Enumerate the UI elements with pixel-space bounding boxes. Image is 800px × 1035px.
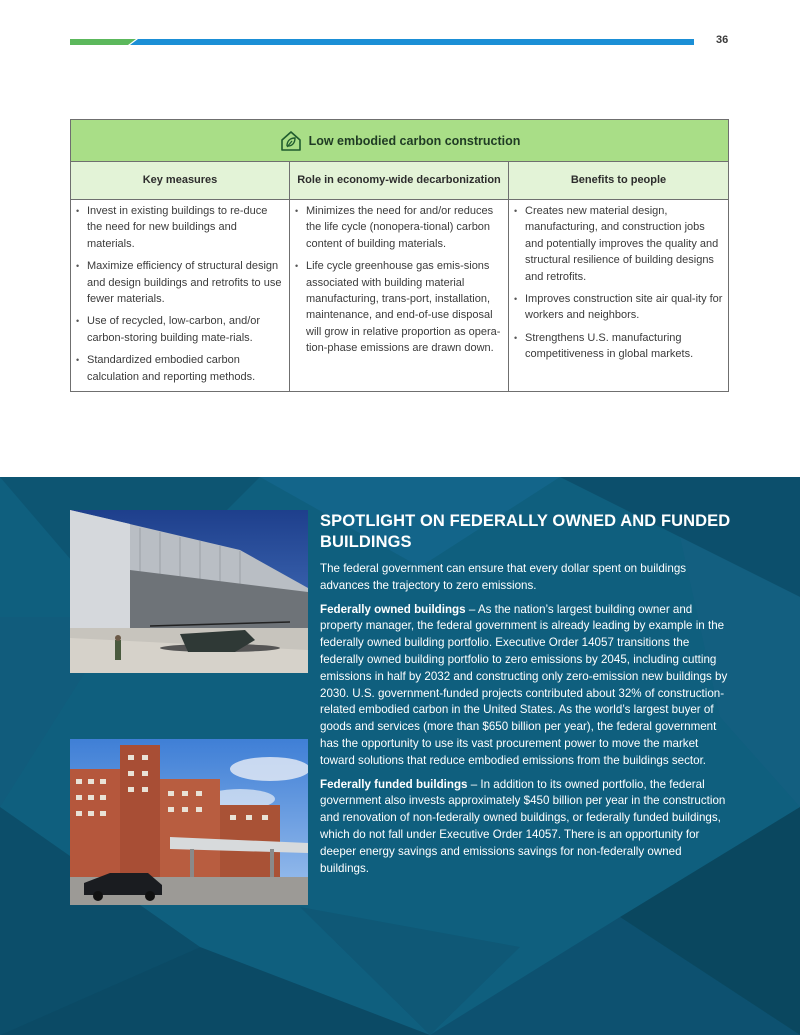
spotlight-section (0, 477, 800, 1035)
header-benefits: Benefits to people (570, 173, 667, 186)
key-measures-cell (71, 200, 290, 391)
table-body-row (71, 200, 728, 391)
list-item: • Minimizes the need for and/or reduces the life cycle (nonopera-tional) carbon content of building materials. (294, 203, 504, 252)
list-item: • Use of recycled, low-carbon, and/or carbon-storing building mate-rials. (75, 313, 285, 346)
leaf-house-icon (279, 129, 303, 153)
header-bar-blue-segment (130, 39, 694, 45)
list-item: • Improves construction site air qual-ity for workers and neighbors. (513, 291, 724, 324)
header-role-decarbonization: Role in economy-wide decarbonization (290, 162, 509, 199)
owned-buildings-label: Federally owned buildings (320, 602, 466, 616)
header-accent-bar (70, 39, 694, 45)
header-bar-green-segment (70, 39, 136, 45)
header-key-measures: Key measures (71, 162, 290, 199)
list-item: • Strengthens U.S. manufacturing competitiveness in global markets. (513, 330, 724, 363)
funded-buildings-text: – In addition to its owned portfolio, the federal government also invests approximately $450 billion per year in the construction and renovation of non-federally owned buildings, or federally funded buildings, which do not fall under Executive Order 14057. There is an opportunity for deeper energy savings and emissions savings for non-federally owned buildings. (320, 777, 726, 875)
brick-building-car-photo (70, 739, 308, 905)
list-item: • Maximize efficiency of structural design and design buildings and retrofits to use fewer materials. (75, 258, 285, 307)
page-number: 36 (716, 34, 729, 46)
funded-buildings-label: Federally funded buildings (320, 777, 468, 791)
list-item: • Standardized embodied carbon calculation and reporting methods. (75, 352, 285, 385)
list-item: • Creates new material design, manufacturing, and construction jobs and potentially improves the quality and structural resilience of building designs and retrofits. (513, 203, 724, 285)
benefits-cell (509, 200, 728, 391)
list-item: • Life cycle greenhouse gas emis-sions associated with building material manufacturing, trans-port, installation, maintenance, and end-of-use disposal will grow in relative proportion as opera-tion-phase emissions are drawn down. (294, 258, 504, 356)
embodied-carbon-table (70, 119, 729, 392)
owned-buildings-paragraph (320, 602, 732, 770)
role-cell (290, 200, 509, 391)
table-title: Low embodied carbon construction (308, 133, 521, 148)
table-title-row (71, 120, 728, 162)
spotlight-intro: The federal government can ensure that every dollar spent on buildings advances the trajectory to zero emissions. (320, 562, 687, 592)
spotlight-title: SPOTLIGHT ON FEDERALLY OWNED AND FUNDED BUILDINGS (320, 512, 731, 551)
table-header-row (71, 162, 728, 200)
list-item: • Invest in existing buildings to re-duce the need for new buildings and materials. (75, 203, 285, 252)
spotlight-text (320, 511, 732, 884)
funded-buildings-paragraph (320, 777, 732, 878)
hangar-helicopter-photo (70, 510, 308, 673)
owned-buildings-text: – As the nation’s largest building owner and property manager, the federal government is already leading by example in the federally owned building portfolio. Executive Order 14057 transitions the federally owned building portfolio to zero emissions by 2045, including cutting emissions in half by 2032 and constructing only zero-emission new buildings by 2030. U.S. government-funded projects contributed about 32% of construction-related embodied carbon in the United States. As the world’s largest buyer of goods and services (more than $650 billion per year), the federal government has the opportunity to use its vast procurement power to move the market toward solutions that reduce embodied emissions from the buildings sector. (320, 602, 728, 767)
